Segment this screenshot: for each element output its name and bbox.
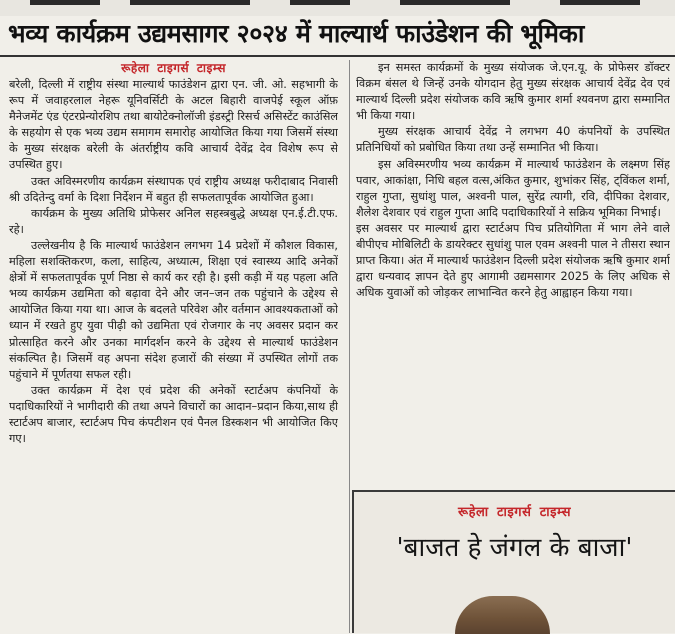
article-paragraph: उक्त कार्यक्रम में देश एवं प्रदेश की अनेकों स्टार्टअप कंपनियों के पदाधिकारियों ने भागीदारी की तथा अपने विचारों का आदान–प्रदान किया,साथ ही स्टार्टअप बाजार, स्टार्टअप पिच कंपटीशन एवं पैनल डिस्कशन भी आयोजित किए गए।	[9, 383, 338, 446]
article-paragraph: बरेली, दिल्ली में राष्ट्रीय संस्था माल्यार्थ फाउंडेशन द्वारा एन. जी. ओ. सहभागी के रूप में जवाहरलाल नेहरू यूनिवर्सिटी के अटल बिहारी वाजपेई स्कूल ऑफ़ मैनेजमेंट एंड एंटरप्रेन्योरशिप तथा बायोटेक्नोलॉजी इंडस्ट्री रिसर्च असिस्टेंट काउंसिल के सहयोग से एक भव्य उद्यम समागम समारोह आयोजित किया गया जिसमें संस्था के मुख्य संरक्षक बरेली के अंतर्राष्ट्रीय कवि आचार्य देवेंद्र देव विशेष रूप से उपस्थित हुए।	[9, 78, 338, 172]
article-paragraph: इन समस्त कार्यक्रमों के मुख्य संयोजक जे.एन.यू. के प्रोफेसर डॉक्टर विक्रम बंसल थे जिन्हें उनके योगदान हेतु मुख्य संरक्षक आचार्य देवेंद्र देव एवं माल्यार्थ दिल्ली प्रदेश संयोजक कवि ऋषि कुमार शर्मा श्यवनण द्वारा सम्मानित भी किया गया।	[356, 61, 670, 123]
article-paragraph: उक्त अविस्मरणीय कार्यक्रम संस्थापक एवं राष्ट्रीय अध्यक्ष फरीदाबाद निवासी श्री उदितेन्दु वर्मा के दिशा निर्देशन में बहुत ही सफलतापूर्वक आयोजित हुआ।	[9, 174, 338, 204]
headline: भव्य कार्यक्रम उद्यमसागर २०२४ में माल्यार्थ फाउंडेशन की भूमिका	[8, 19, 585, 48]
article-paragraph: उल्लेखनीय है कि माल्यार्थ फाउंडेशन लगभग 14 प्रदेशों में कौशल विकास, महिला सशक्तिकरण, कला, साहित्य, अध्यात्म, शिक्षा एवं स्वास्थ्य आदि अनेकों क्षेत्रों में सफलतापूर्वक पूर्ण निष्ठा से कार्य कर रही है। इसी कड़ी में यह पहला अति भव्य कार्यक्रम उद्यमिता को बढ़ावा देने और जन–जन तक पहुंचाने के उद्देश्य से आयोजित किया गया था। आज के बदलते परिवेश और वर्तमान आवश्यकताओं को ध्यान में रखते हुए युवा पीढ़ी को उद्यमिता एवं रोजगार के नए अवसर प्रदान कर प्रोत्साहित करने और उनका मार्गदर्शन करने के उद्देश्य से माल्यार्थ फाउंडेशन संकल्पित है। जिसमें वह अपना संदेश हजारों की संख्या में उपस्थित लोगों तक पहुंचाने में पूर्णतया सफल रही।	[9, 238, 338, 381]
byline: रूहेला टाइगर्स टाइम्स	[121, 61, 226, 75]
headline-rule	[0, 55, 675, 57]
article-paragraph: इस अवसर पर माल्यार्थ द्वारा स्टार्टअप पिच प्रतियोगिता में भाग लेने वाले बीपीएच मोबिलिटी के डायरेक्टर सुधांशु पाल एवम अश्वनी पाल ने तीसरा स्थान प्राप्त किया। अंत में माल्यार्थ फाउंडेशन दिल्ली प्रदेश संयोजक ऋषि कुमार शर्मा द्वारा धन्यवाद ज्ञापन देते हुए आगामी उद्यमसागर 2025 के लिए अधिक से अधिक युवाओं को जोड़कर लाभान्वित करने हेतु आह्वाहन किया गया।	[356, 221, 670, 300]
article-left-column	[9, 60, 338, 633]
column-brand: रूहेला टाइगर्स टाइम्स	[457, 505, 572, 520]
column-divider	[349, 60, 350, 633]
column-title: 'बाजत हे जंगल के बाजा'	[396, 533, 633, 563]
article-right-column	[356, 60, 670, 490]
article-paragraph: इस अविस्मरणीय भव्य कार्यक्रम में माल्यार्थ फाउंडेशन के लक्ष्मण सिंह पवार, आकांक्षा, निधि बहल वत्स,अंकित कुमार, शुभांकर सिंह, ट्विंकल शर्मा, राहुल गुप्ता, सुधांशु पाल, अश्वनी पाल, सुरेंद्र त्यागी, रवि, दीपिका देशवार, शैलेश देशवार एवं राहुल गुप्ता आदि पदाधिकारियों ने सक्रिय भूमिका निभाई।	[356, 157, 670, 219]
article-paragraph: कार्यक्रम के मुख्य अतिथि प्रोफेसर अनिल सहस्त्रबुद्धे अध्यक्ष एन.ई.टी.एफ. रहे।	[9, 206, 338, 236]
article-paragraph: मुख्य संरक्षक आचार्य देवेंद्र ने लगभग 40 कंपनियों के उपस्थित प्रतिनिधियों को प्रबोधित किया तथा उन्हें सम्मानित भी किया।	[356, 125, 670, 155]
